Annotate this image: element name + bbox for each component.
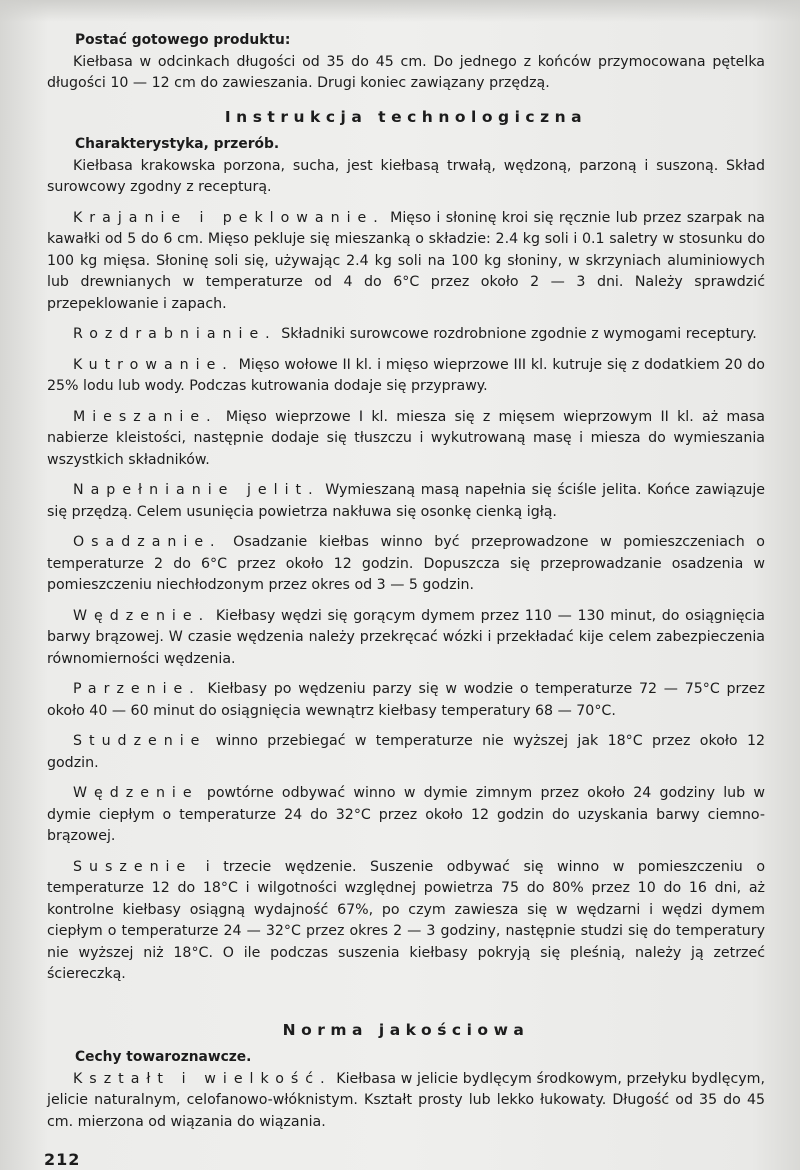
step-text: Kiełbasa w jelicie bydlęcym środkowym, przełyku bydlęcym, jelicie naturalnym, celofanowo-włóknistym. Kształt prosty lub lekko łukowaty. Długość od 35 do 45 cm. mierzona od wiązania do wiązania.: [47, 1070, 765, 1130]
page-content: [47, 26, 765, 1142]
step-text: winno przebiegać w temperaturze nie wyższej jak 18°C przez około 12 godzin.: [47, 733, 765, 771]
step-lead: Kutrowanie.: [73, 356, 234, 373]
step-lead: Mieszanie.: [73, 408, 218, 425]
step-paragraph: [47, 679, 765, 722]
section-title-instruction: Instrukcja technologiczna: [224, 107, 588, 126]
section-title-quality: Norma jakościowa: [282, 1020, 530, 1039]
step-lead: Kształt i wielkość.: [73, 1070, 332, 1087]
step-lead: Osadzanie.: [73, 534, 222, 550]
step-paragraph: [47, 532, 765, 597]
step-text: Mięso i słoninę kroi się ręcznie lub przez szarpak na kawałki od 5 do 6 cm. Mięso pekluje się mieszanką o składzie: 2.4 kg soli i 0.1 saletry w stosunku do 100 kg mięsa. Słoninę soli się, używając 2.4 kg soli na 100 kg słoniny, w skrzyniach aluminiowych lub drewnianych w temperaturze od 4 do 6°C przez około 2 — 3 dni. Należy sprawdzić przepeklowanie i zapach.: [47, 209, 765, 312]
section2-subheading: Cechy towaroznawcze.: [75, 1049, 252, 1065]
step-text: Mięso wołowe II kl. i mięso wieprzowe III kl. kutruje się z dodatkiem 20 do 25% lodu lub wody. Podczas kutrowania dodaje się przyprawy.: [47, 356, 765, 394]
intro-text: Kiełbasa w odcinkach długości od 35 do 45 cm. Do jednego z końców przymocowana pętelka długości 10 — 12 cm do zawieszania. Drugi koniec zawiązany przędzą.: [47, 53, 765, 91]
step-lead: Rozdrabnianie.: [73, 326, 277, 342]
step-text: Wymieszaną masą napełnia się ściśle jelita. Końce zawiązuje się przędzą. Celem usunięcia powietrza nakłuwa się osonkę cienką igłą.: [47, 482, 765, 520]
step-paragraph: [47, 731, 765, 774]
step-text: powtórne odbywać winno w dymie zimnym przez około 24 godziny lub w dymie ciepłym o temperaturze 24 do 32°C przez około 12 godzin do uzyskania barwy ciemno-brązowej.: [47, 785, 765, 844]
scan-shadow: [0, 0, 800, 22]
step-paragraph: [47, 324, 765, 346]
step-lead: Wędzenie: [73, 785, 199, 801]
step-paragraph: [47, 783, 765, 848]
step-paragraph: [47, 1069, 765, 1134]
intro-heading: Postać gotowego produktu:: [75, 32, 291, 48]
step-paragraph: [47, 208, 765, 316]
step-text: Składniki surowcowe rozdrobnione zgodnie z wymogami receptury.: [276, 326, 757, 342]
step-lead: Studzenie: [73, 733, 207, 749]
step-text: Osadzanie kiełbas winno być przeprowadzone w pomieszczeniach o temperaturze 2 do 6°C przez około 12 godzin. Dopuszcza się przeprowadzanie osadzenia w pomieszczeniu niechłodzonym przez okres od 3 — 5 godzin.: [47, 534, 765, 593]
step-text: Kiełbasy wędzi się gorącym dymem przez 110 — 130 minut, do osiągnięcia barwy brązowej. W czasie wędzenia należy przekręcać wózki i przekładać kije celem zabezpieczenia równomierności wędzenia.: [47, 607, 765, 667]
step-text: Kiełbasy po wędzeniu parzy się w wodzie o temperaturze 72 — 75°C przez około 40 — 60 minut do osiągnięcia wewnątrz kiełbasy temperatury 68 — 70°C.: [47, 681, 765, 719]
step-paragraph: [47, 355, 765, 398]
step-paragraph: [47, 606, 765, 671]
page-number: 212: [44, 1150, 81, 1169]
step-lead: Napełnianie jelit.: [73, 482, 320, 498]
section1-subheading: Charakterystyka, przerób.: [75, 136, 280, 152]
step-paragraph: [47, 480, 765, 523]
intro-block: [47, 30, 765, 95]
step-lead: Krajanie i peklowanie.: [73, 209, 385, 226]
step-lead: Parzenie.: [73, 681, 201, 697]
step-text: Mięso wieprzowe I kl. miesza się z mięsem wieprzowym II kl. aż masa nabierze kleistości, następnie dodaje się tłuszczu i wykutrowaną masę i miesza do wymieszania wszystkich składników.: [47, 408, 765, 468]
step-lead: Wędzenie.: [73, 607, 211, 624]
step-paragraph: [47, 407, 765, 472]
step-lead: Suszenie: [73, 858, 193, 875]
step-text: i trzecie wędzenie. Suszenie odbywać się winno w pomieszczeniu o temperaturze 12 do 18°C i wilgotności względnej powietrza 75 do 80% przez 10 do 16 dni, aż kontrolne kiełbasy osiągną wydajność 67%, po czym zawiesza się w wędzarni i wędzi dymem ciepłym o temperaturze 24 — 32°C przez okres 2 — 3 godziny, następnie studzi się do temperatury nie wyższej niż 18°C. O ile podczas suszenia kiełbasy pokryją się pleśnią, należy ją zetrzeć ściereczką.: [47, 858, 765, 982]
step-paragraph: [47, 857, 765, 986]
section1-description: Kiełbasa krakowska porzona, sucha, jest kiełbasą trwałą, wędzoną, parzoną i suszoną. Skład surowcowy zgodny z recepturą.: [47, 157, 765, 195]
